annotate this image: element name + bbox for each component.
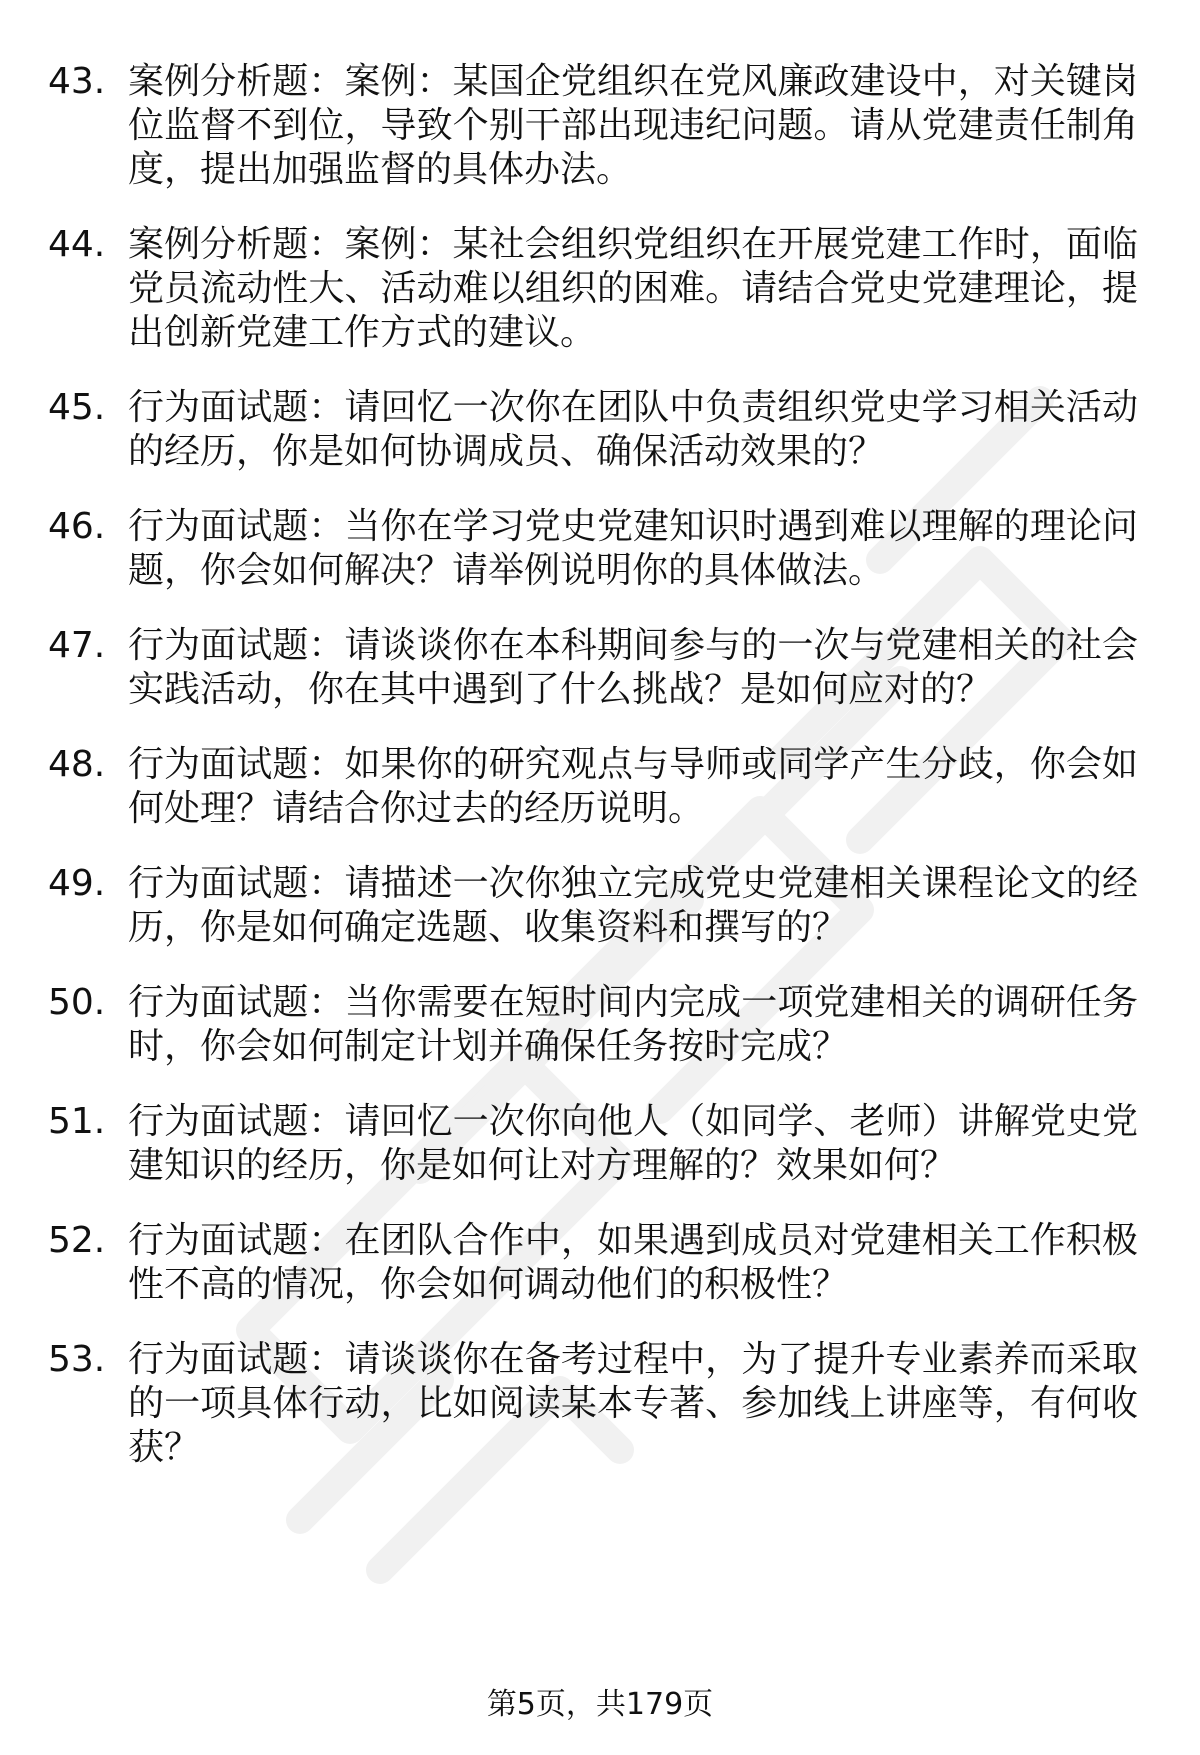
question-item xyxy=(48,862,1138,950)
question-number: 50. xyxy=(48,982,106,1023)
question-number: 49. xyxy=(48,863,106,904)
question-item xyxy=(48,60,1138,192)
question-text: 行为面试题：如果你的研究观点与导师或同学产生分歧，你会如何处理？请结合你过去的经历说明。 xyxy=(128,744,1138,829)
question-item xyxy=(48,223,1138,355)
question-text: 行为面试题：请回忆一次你向他人（如同学、老师）讲解党史党建知识的经历，你是如何让对方理解的？效果如何？ xyxy=(128,1101,1138,1186)
question-item xyxy=(48,624,1138,712)
question-item xyxy=(48,386,1138,474)
question-text: 行为面试题：请描述一次你独立完成党史党建相关课程论文的经历，你是如何确定选题、收集资料和撰写的？ xyxy=(128,863,1138,948)
question-text: 案例分析题：案例：某国企党组织在党风廉政建设中，对关键岗位监督不到位，导致个别干部出现违纪问题。请从党建责任制角度，提出加强监督的具体办法。 xyxy=(128,61,1138,190)
question-item xyxy=(48,505,1138,593)
question-text: 行为面试题：请回忆一次你在团队中负责组织党史学习相关活动的经历，你是如何协调成员、确保活动效果的？ xyxy=(128,387,1138,472)
question-text: 行为面试题：请谈谈你在本科期间参与的一次与党建相关的社会实践活动，你在其中遇到了什么挑战？是如何应对的？ xyxy=(128,625,1138,710)
question-list xyxy=(48,60,1138,1501)
page-footer: 第5页，共179页 xyxy=(486,1687,714,1722)
question-number: 48. xyxy=(48,744,106,785)
question-text: 行为面试题：在团队合作中，如果遇到成员对党建相关工作积极性不高的情况，你会如何调动他们的积极性？ xyxy=(128,1220,1138,1305)
question-text: 行为面试题：请谈谈你在备考过程中，为了提升专业素养而采取的一项具体行动，比如阅读某本专著、参加线上讲座等，有何收获？ xyxy=(128,1339,1138,1468)
question-number: 53. xyxy=(48,1339,106,1380)
question-item xyxy=(48,1338,1138,1470)
question-item xyxy=(48,743,1138,831)
question-text: 案例分析题：案例：某社会组织党组织在开展党建工作时，面临党员流动性大、活动难以组织的困难。请结合党史党建理论，提出创新党建工作方式的建议。 xyxy=(128,224,1138,353)
question-item xyxy=(48,1100,1138,1188)
question-item xyxy=(48,1219,1138,1307)
question-item xyxy=(48,981,1138,1069)
question-number: 51. xyxy=(48,1101,106,1142)
question-number: 44. xyxy=(48,224,106,265)
question-number: 43. xyxy=(48,61,106,102)
question-text: 行为面试题：当你在学习党史党建知识时遇到难以理解的理论问题，你会如何解决？请举例说明你的具体做法。 xyxy=(128,506,1138,591)
question-number: 52. xyxy=(48,1220,106,1261)
question-number: 46. xyxy=(48,506,106,547)
question-number: 45. xyxy=(48,387,106,428)
question-text: 行为面试题：当你需要在短时间内完成一项党建相关的调研任务时，你会如何制定计划并确保任务按时完成？ xyxy=(128,982,1138,1067)
question-number: 47. xyxy=(48,625,106,666)
